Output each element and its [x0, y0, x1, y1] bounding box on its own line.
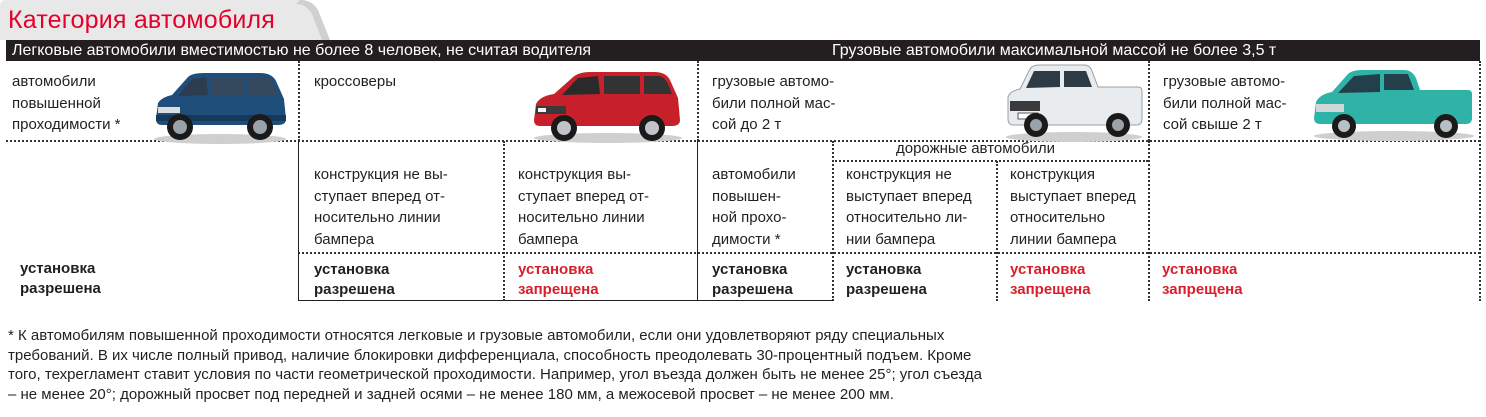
divider — [503, 141, 505, 301]
condition-truck-offroad: автомобили повышен- ной прохо- димости * — [712, 166, 796, 248]
divider — [996, 161, 998, 301]
header-trucks: Грузовые автомобили максимальной массой не более 3,5 т — [832, 42, 1277, 59]
status-allowed: установка разрешена — [712, 261, 793, 298]
row-divider — [298, 252, 1480, 254]
category-truck-light: грузовые автомо- били полной мас- сой до 2 т — [712, 73, 836, 133]
divider — [1148, 61, 1150, 141]
condition-road-protruding: конструкция выступает вперед относительно линии бампера — [1010, 166, 1136, 248]
status-forbidden: установка запрещена — [1010, 261, 1091, 298]
status-allowed: установка разрешена — [314, 261, 395, 298]
category-truck-heavy: грузовые автомо- били полной мас- сой свыше 2 т — [1163, 73, 1287, 133]
category-crossover: кроссоверы — [314, 73, 397, 90]
footnote: * К автомобилям повышенной проходимости относятся легковые и грузовые автомобили, если они удовлетворяют ряду специальных требований. В их числе полный привод, наличие блокировки дифференциала, способность преодолевать 30-процентный подъем. Кроме того, техрегламент ставит условия по части геометрической проходимости. Например, угол въезда должен быть не менее 25°; угол съезда – не менее 20°; дорожный просвет под передней и задней осями – не менее 180 мм, а межосевой просвет – не менее 200 мм. — [8, 327, 982, 403]
condition-cross-not-protruding: конструкция не вы- ступает вперед от- носительно линии бампера — [314, 166, 448, 248]
status-allowed: установка разрешена — [846, 261, 927, 298]
divider — [697, 141, 698, 301]
status-allowed: установка разрешена — [20, 260, 101, 297]
divider — [298, 61, 300, 141]
divider — [1479, 61, 1481, 301]
row-divider — [832, 160, 1148, 162]
pickup-truck-heavy-icon — [1308, 66, 1478, 142]
header-passenger: Легковые автомобили вместимостью не более 8 человек, не считая водителя — [12, 42, 592, 59]
condition-road-not-protruding: конструкция не выступает вперед относительно ли- нии бампера — [846, 166, 972, 248]
pickup-truck-light-icon — [1002, 63, 1146, 143]
status-forbidden: установка запрещена — [1162, 261, 1243, 298]
suv-car-icon — [148, 63, 292, 145]
divider — [298, 141, 299, 301]
divider — [832, 141, 834, 301]
crossover-car-icon — [528, 66, 686, 144]
subheader-road-vehicles: дорожные автомобили — [896, 140, 1056, 157]
divider — [1148, 141, 1150, 301]
category-suv: автомобили повышенной проходимости * — [12, 73, 121, 133]
page-title: Категория автомобиля — [8, 6, 276, 34]
divider — [697, 61, 699, 141]
row-divider — [298, 300, 833, 301]
condition-cross-protruding: конструкция вы- ступает вперед от- носительно линии бампера — [518, 166, 649, 248]
status-forbidden: установка запрещена — [518, 261, 599, 298]
